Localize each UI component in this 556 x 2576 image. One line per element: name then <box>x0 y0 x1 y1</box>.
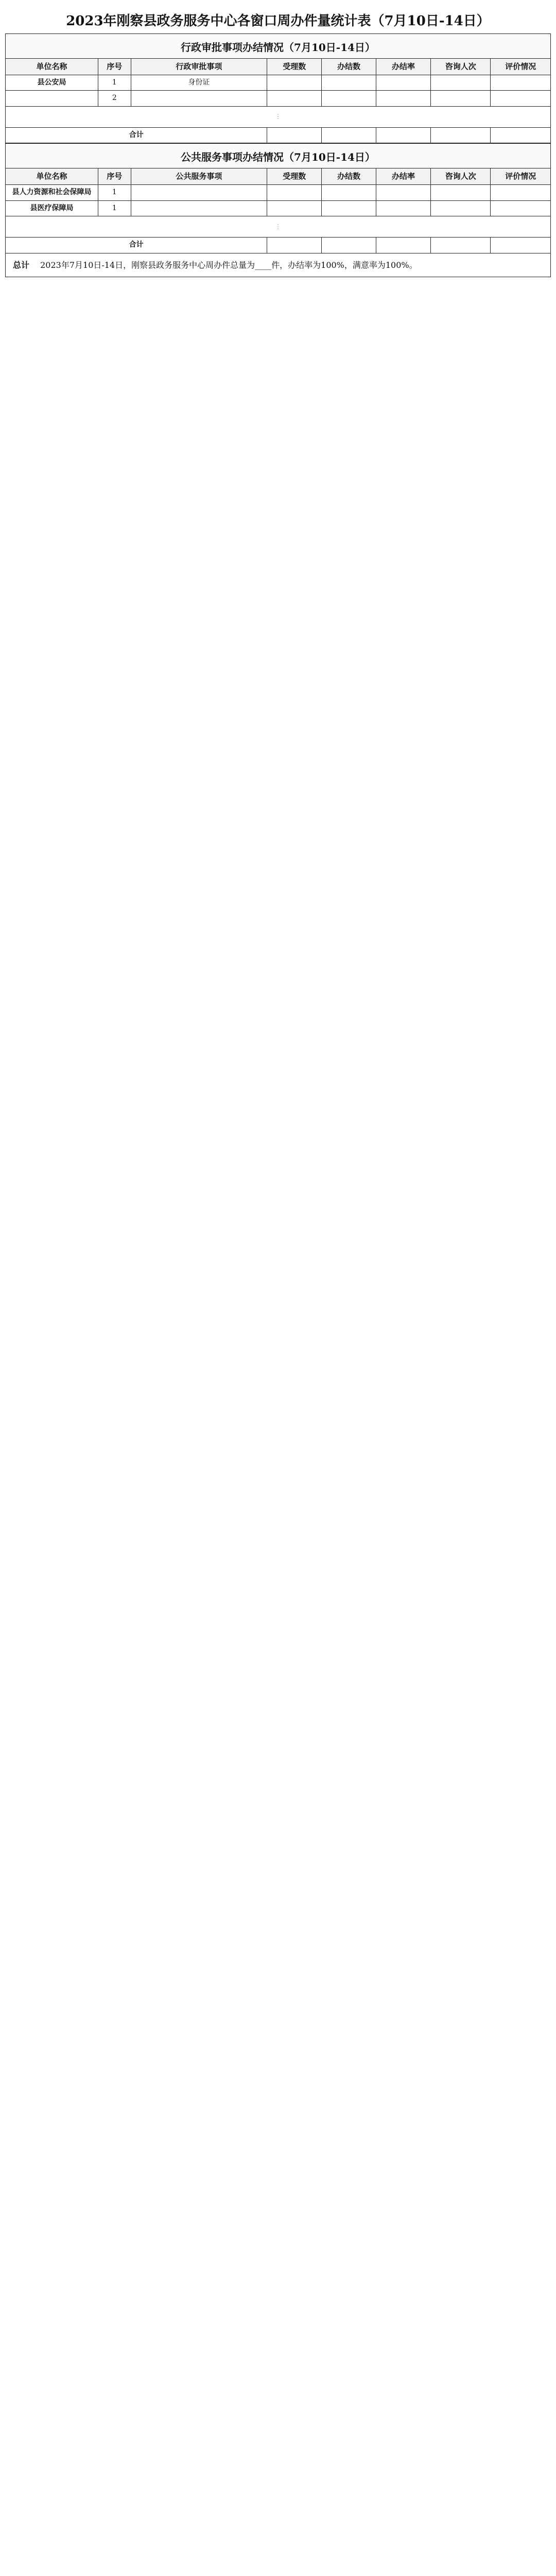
rate-cell <box>376 185 431 201</box>
col-completed: 办结数 <box>322 168 376 185</box>
col-accepted: 受理数 <box>267 59 322 75</box>
public-service-table <box>5 168 551 253</box>
summary-text: 2023年7月10日-14日，刚察县政务服务中心周办件总量为____件，办结率为100%，满意率为100%。 <box>40 260 418 270</box>
consult-cell <box>430 185 490 201</box>
table-row <box>6 75 551 91</box>
public-total-row <box>6 238 551 253</box>
completed-cell <box>322 91 376 107</box>
accepted-cell <box>267 91 322 107</box>
public-header-row <box>6 168 551 185</box>
unit-cell: 县人力资源和社会保障局 <box>6 185 98 201</box>
item-cell: 身份证 <box>131 75 267 91</box>
unit-cell <box>6 91 98 107</box>
completed-cell <box>322 185 376 201</box>
col-item: 公共服务事项 <box>131 168 267 185</box>
public-total-consult <box>430 238 490 253</box>
col-item: 行政审批事项 <box>131 59 267 75</box>
rating-cell <box>491 75 551 91</box>
item-cell <box>131 185 267 201</box>
col-unit-name: 单位名称 <box>6 59 98 75</box>
col-rating: 评价情况 <box>491 168 551 185</box>
consult-cell <box>430 91 490 107</box>
admin-header-row <box>6 59 551 75</box>
consult-cell <box>430 200 490 216</box>
accepted-cell <box>267 185 322 201</box>
grand-summary <box>5 253 551 278</box>
untranscribed-note: ⋮ <box>6 216 551 238</box>
table-row <box>6 185 551 201</box>
document-page <box>5 0 551 290</box>
rating-cell <box>491 185 551 201</box>
admin-total-row <box>6 127 551 143</box>
col-unit-name: 单位名称 <box>6 168 98 185</box>
rate-cell <box>376 200 431 216</box>
serial-cell: 1 <box>98 200 131 216</box>
col-serial: 序号 <box>98 168 131 185</box>
serial-cell: 1 <box>98 185 131 201</box>
rating-cell <box>491 91 551 107</box>
accepted-cell <box>267 200 322 216</box>
rating-cell <box>491 200 551 216</box>
admin-total-accepted <box>267 127 322 143</box>
untranscribed-rows <box>6 106 551 127</box>
col-completed: 办结数 <box>322 59 376 75</box>
table-row <box>6 200 551 216</box>
col-rate: 办结率 <box>376 59 431 75</box>
accepted-cell <box>267 75 322 91</box>
admin-total-rating <box>491 127 551 143</box>
col-rate: 办结率 <box>376 168 431 185</box>
col-accepted: 受理数 <box>267 168 322 185</box>
untranscribed-note: ⋮ <box>6 106 551 127</box>
serial-cell: 2 <box>98 91 131 107</box>
completed-cell <box>322 200 376 216</box>
admin-total-completed <box>322 127 376 143</box>
admin-approval-table <box>5 58 551 143</box>
item-cell <box>131 91 267 107</box>
public-total-rate <box>376 238 431 253</box>
consult-cell <box>430 75 490 91</box>
completed-cell <box>322 75 376 91</box>
admin-total-rate <box>376 127 431 143</box>
document-title: 2023年刚察县政务服务中心各窗口周办件量统计表（7月10日-14日） <box>66 13 490 29</box>
rate-cell <box>376 75 431 91</box>
col-serial: 序号 <box>98 59 131 75</box>
public-total-completed <box>322 238 376 253</box>
rate-cell <box>376 91 431 107</box>
untranscribed-rows <box>6 216 551 238</box>
public-total-rating <box>491 238 551 253</box>
unit-cell: 县医疗保障局 <box>6 200 98 216</box>
public-total-accepted <box>267 238 322 253</box>
item-cell <box>131 200 267 216</box>
table-row <box>6 91 551 107</box>
public-total-label: 合计 <box>6 238 267 253</box>
col-rating: 评价情况 <box>491 59 551 75</box>
public-section-title: 公共服务事项办结情况（7月10日-14日） <box>5 143 551 168</box>
summary-label: 总计 <box>13 260 30 270</box>
col-consult: 咨询人次 <box>430 168 490 185</box>
unit-cell: 县公安局 <box>6 75 98 91</box>
admin-section-title: 行政审批事项办结情况（7月10日-14日） <box>5 33 551 58</box>
admin-total-label: 合计 <box>6 127 267 143</box>
serial-cell: 1 <box>98 75 131 91</box>
col-consult: 咨询人次 <box>430 59 490 75</box>
admin-total-consult <box>430 127 490 143</box>
